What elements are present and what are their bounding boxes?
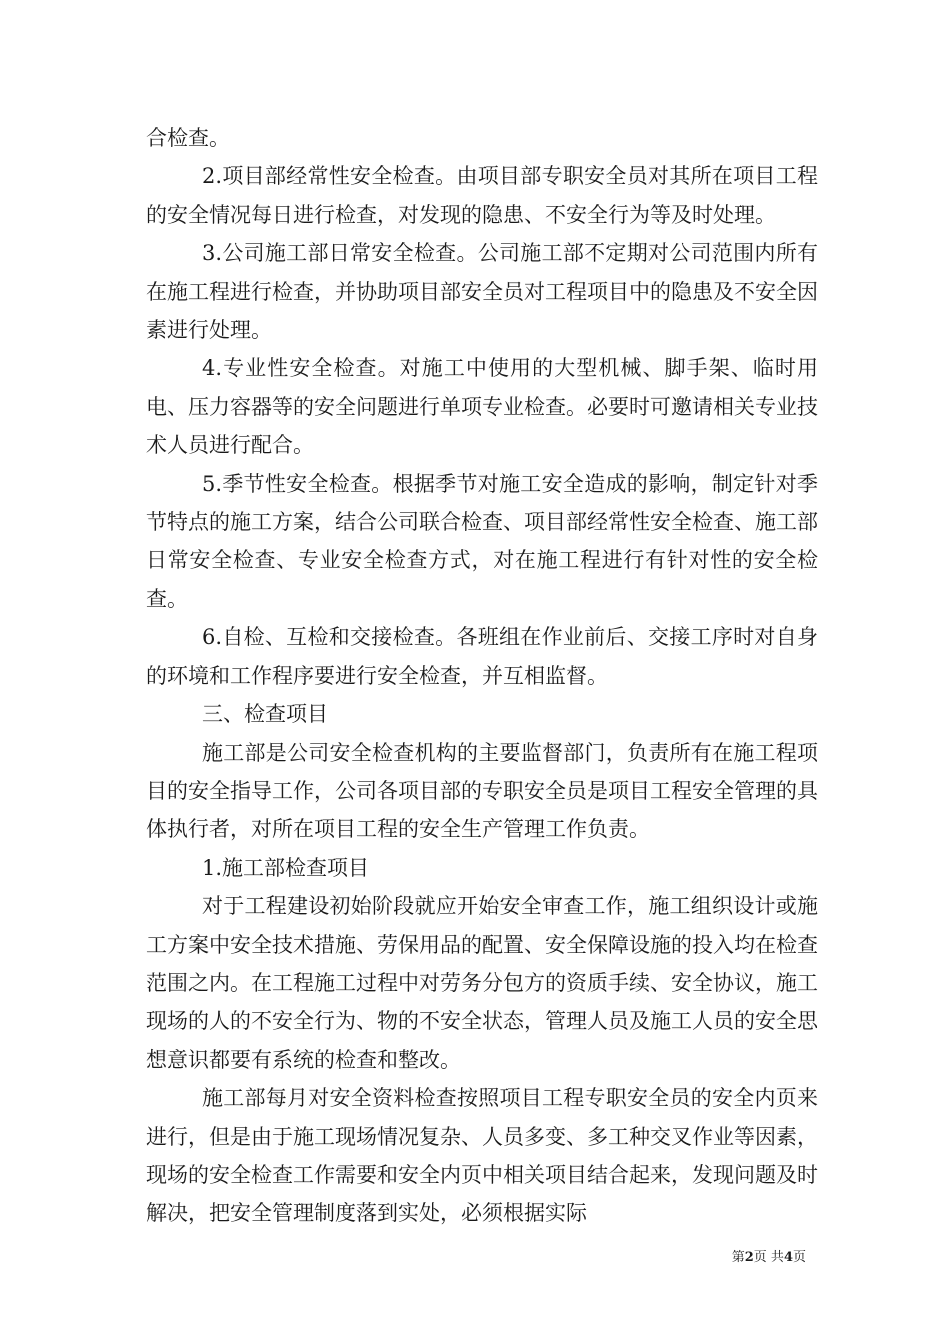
footer-prefix: 第 <box>731 1250 745 1265</box>
paragraph-5: 6.自检、互检和交接检查。各班组在作业前后、交接工序时对自身的环境和工作程序要进行安全检查，并互相监督。 <box>146 625 818 688</box>
paragraph-1: 2.项目部经常性安全检查。由项目部专职安全员对其所在项目工程的安全情况每日进行检查，对发现的隐患、不安全行为等及时处理。 <box>146 164 818 227</box>
paragraph-0: 合检查。 <box>146 126 230 150</box>
paragraph-9: 对于工程建设初始阶段就应开始安全审查工作，施工组织设计或施工方案中安全技术措施、劳保用品的配置、安全保障设施的投入均在检查范围之内。在工程施工过程中对劳务分包方的资质手续、安全协议，施工现场的人的不安全行为、物的不安全状态，管理人员及施工人员的安全思想意识都要有系统的检查和整改。 <box>146 894 818 1072</box>
section-heading: 三、检查项目 <box>202 702 328 727</box>
paragraph-10: 施工部每月对安全资料检查按照项目工程专职安全员的安全内页来进行，但是由于施工现场情况复杂、人员多变、多工种交叉作业等因素，现场的安全检查工作需要和安全内页中相关项目结合起来，发现问题及时解决，把安全管理制度落到实处，必须根据实际 <box>146 1086 818 1226</box>
footer-suffix: 页 <box>792 1250 806 1265</box>
document-body <box>146 119 818 1233</box>
footer-current-page: 2 <box>744 1250 754 1265</box>
subsection-heading: 1.施工部检查项目 <box>202 855 370 880</box>
paragraph-4: 5.季节性安全检查。根据季节对施工安全造成的影响，制定针对季节特点的施工方案，结合公司联合检查、项目部经常性安全检查、施工部日常安全检查、专业安全检查方式，对在施工程进行有针对性的安全检查。 <box>146 471 818 611</box>
paragraph-7: 施工部是公司安全检查机构的主要监督部门，负责所有在施工程项目的安全指导工作，公司各项目部的专职安全员是项目工程安全管理的具体执行者，对所在项目工程的安全生产管理工作负责。 <box>146 740 818 842</box>
paragraph-3: 4.专业性安全检查。对施工中使用的大型机械、脚手架、临时用电、压力容器等的安全问题进行单项专业检查。必要时可邀请相关专业技术人员进行配合。 <box>146 356 818 458</box>
paragraph-2: 3.公司施工部日常安全检查。公司施工部不定期对公司范围内所有在施工程进行检查，并协助项目部安全员对工程项目中的隐患及不安全因素进行处理。 <box>146 241 818 343</box>
footer-total-pages: 4 <box>783 1250 793 1265</box>
page-footer <box>0 1250 806 1266</box>
footer-middle: 页 共 <box>753 1250 784 1265</box>
